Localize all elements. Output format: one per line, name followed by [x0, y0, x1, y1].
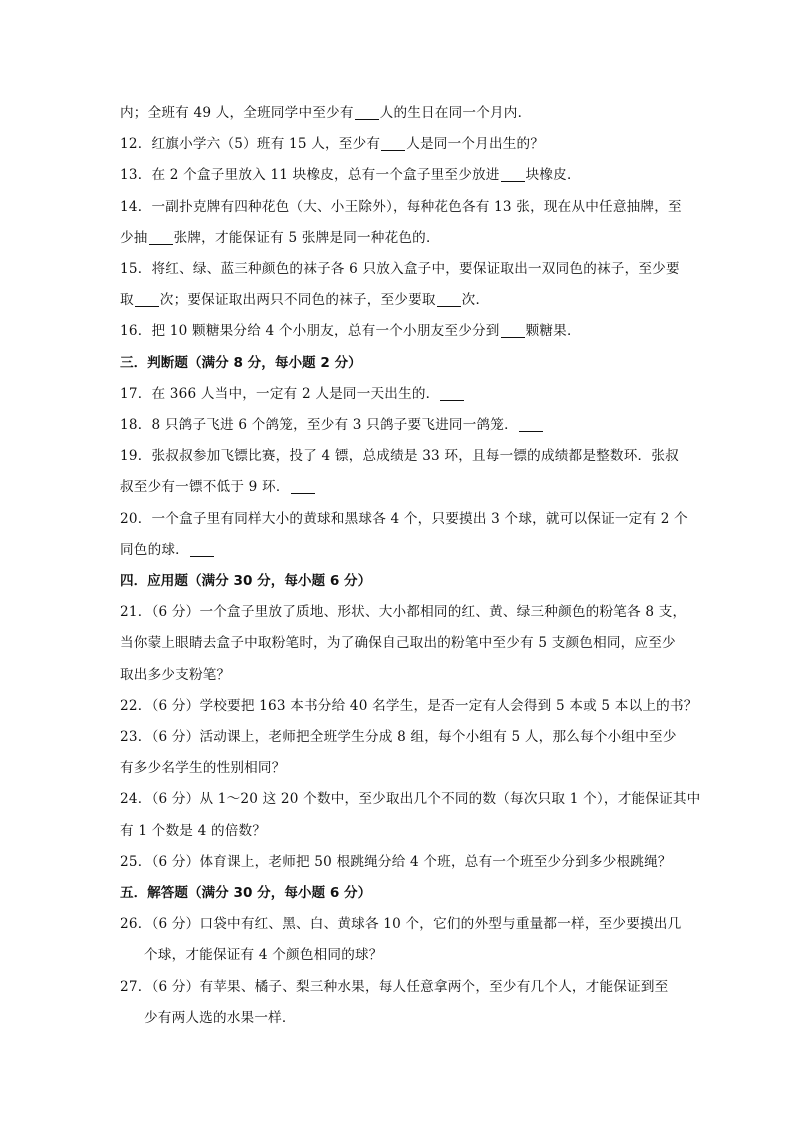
line-text: 四．应用题（满分 30 分，每小题 6 分）	[120, 573, 372, 590]
answer-blank	[437, 292, 461, 307]
line-text: 21．（6 分）一个盒子里放了质地、形状、大小都相同的红、黄、绿三种颜色的粉笔各 8 支，	[120, 604, 687, 621]
answer-blank	[190, 542, 214, 557]
answer-blank	[501, 323, 525, 338]
line-text: 三．判断题（满分 8 分，每小题 2 分）	[120, 354, 362, 371]
answer-blank	[519, 417, 543, 432]
answer-blank	[149, 230, 173, 245]
line-text: 同色的球．	[120, 541, 189, 558]
question-line	[120, 784, 701, 815]
line-text: 块橡皮．	[525, 167, 581, 184]
question-line	[120, 691, 698, 722]
line-text: 少抽	[120, 229, 148, 246]
exam-page	[120, 98, 701, 1034]
answer-blank	[501, 167, 525, 182]
line-text: 19．张叔叔参加飞镖比赛，投了 4 镖，总成绩是 33 环，且每一镖的成绩都是整数环．张叔	[120, 448, 679, 465]
question-line	[120, 816, 680, 847]
question-line	[120, 285, 680, 316]
question-line	[120, 410, 680, 441]
answer-blank	[291, 479, 315, 494]
question-line	[120, 98, 680, 129]
question-line	[120, 722, 680, 753]
line-text: 22．（6 分）学校要把 163 本书分给 40 名学生，是否一定有人会得到 5 本或 5 本以上的书？	[120, 697, 698, 714]
question-line	[120, 535, 680, 566]
answer-blank	[440, 386, 464, 401]
line-text: 次．	[461, 292, 490, 309]
question-line	[120, 1003, 680, 1034]
line-text: 少有两人选的水果一样．	[144, 1009, 296, 1026]
answer-blank	[381, 136, 405, 151]
answer-blank	[135, 292, 159, 307]
line-text: 18．8 只鸽子飞进 6 个鸽笼，至少有 3 只鸽子要飞进同一鸽笼．	[120, 417, 518, 434]
line-text: 24．（6 分）从 1～20 这 20 个数中，至少取出几个不同的数（每次只取 1 个），才能保证其中	[120, 791, 701, 808]
line-text: 内；全班有 49 人，全班同学中至少有	[120, 105, 354, 121]
question-line	[120, 753, 680, 784]
question-line	[120, 972, 680, 1003]
section-heading	[120, 878, 680, 909]
question-line	[120, 504, 688, 535]
question-line	[120, 223, 680, 254]
line-text: 23．（6 分）活动课上，老师把全班学生分成 8 组，每个小组有 5 人，那么每个小组中至少	[120, 729, 677, 746]
line-text: 有多少名学生的性别相同？	[120, 760, 286, 777]
line-text: 14．一副扑克牌有四种花色（大、小王除外），每种花色各有 13 张，现在从中任意抽牌，至	[120, 198, 682, 215]
line-text: 20．一个盒子里有同样大小的黄球和黑球各 4 个，只要摸出 3 个球，就可以保证一定有 2 个	[120, 510, 688, 527]
question-line	[120, 847, 680, 878]
line-text: 有 1 个数是 4 的倍数？	[120, 822, 267, 839]
line-text: 25．（6 分）体育课上，老师把 50 根跳绳分给 4 个班，总有一个班至少分到多少根跳绳？	[120, 853, 672, 870]
line-text: 26．（6 分）口袋中有红、黑、白、黄球各 10 个，它们的外型与重量都一样，至少要摸出几	[120, 916, 682, 933]
line-text: 张牌，才能保证有 5 张牌是同一种花色的．	[173, 229, 440, 246]
answer-blank	[355, 105, 379, 120]
question-line	[120, 160, 680, 191]
question-line	[120, 316, 680, 347]
line-text: 取	[120, 292, 134, 309]
question-line	[120, 909, 680, 940]
line-text: 13．在 2 个盒子里放入 11 块橡皮，总有一个盒子里至少放进	[120, 167, 500, 184]
question-line	[120, 129, 680, 160]
line-text: 人是同一个月出生的？	[406, 136, 545, 153]
line-text: 颗糖果．	[525, 323, 581, 340]
question-line	[120, 472, 680, 503]
question-line	[120, 441, 680, 472]
question-line	[120, 379, 680, 410]
question-line	[120, 940, 680, 971]
line-text: 15．将红、绿、蓝三种颜色的袜子各 6 只放入盒子中，要保证取出一双同色的袜子，至少要	[120, 261, 680, 278]
line-text: 个球，才能保证有 4 个颜色相同的球？	[144, 947, 383, 964]
line-text: 27．（6 分）有苹果、橘子、梨三种水果，每人任意拿两个，至少有几个人，才能保证到至	[120, 978, 669, 995]
section-heading	[120, 566, 680, 597]
line-text: 叔至少有一镖不低于 9 环．	[120, 479, 290, 496]
question-line	[120, 628, 680, 659]
section-heading	[120, 348, 680, 379]
question-line	[120, 254, 680, 285]
line-text: 当你蒙上眼睛去盒子中取粉笔时，为了确保自己取出的粉笔中至少有 5 支颜色相同，应至少	[120, 635, 676, 652]
question-line	[120, 660, 680, 691]
line-text: 17．在 366 人当中，一定有 2 人是同一天出生的．	[120, 385, 440, 402]
line-text: 16．把 10 颗糖果分给 4 个小朋友，总有一个小朋友至少分到	[120, 323, 500, 340]
line-text: 次；要保证取出两只不同色的袜子，至少要取	[159, 292, 436, 309]
line-text: 人的生日在同一个月内．	[379, 105, 532, 121]
line-text: 12．红旗小学六（5）班有 15 人，至少有	[120, 136, 381, 153]
question-line	[120, 597, 687, 628]
question-line	[120, 192, 680, 223]
line-text: 五．解答题（满分 30 分，每小题 6 分）	[120, 885, 372, 902]
line-text: 取出多少支粉笔？	[120, 666, 231, 683]
